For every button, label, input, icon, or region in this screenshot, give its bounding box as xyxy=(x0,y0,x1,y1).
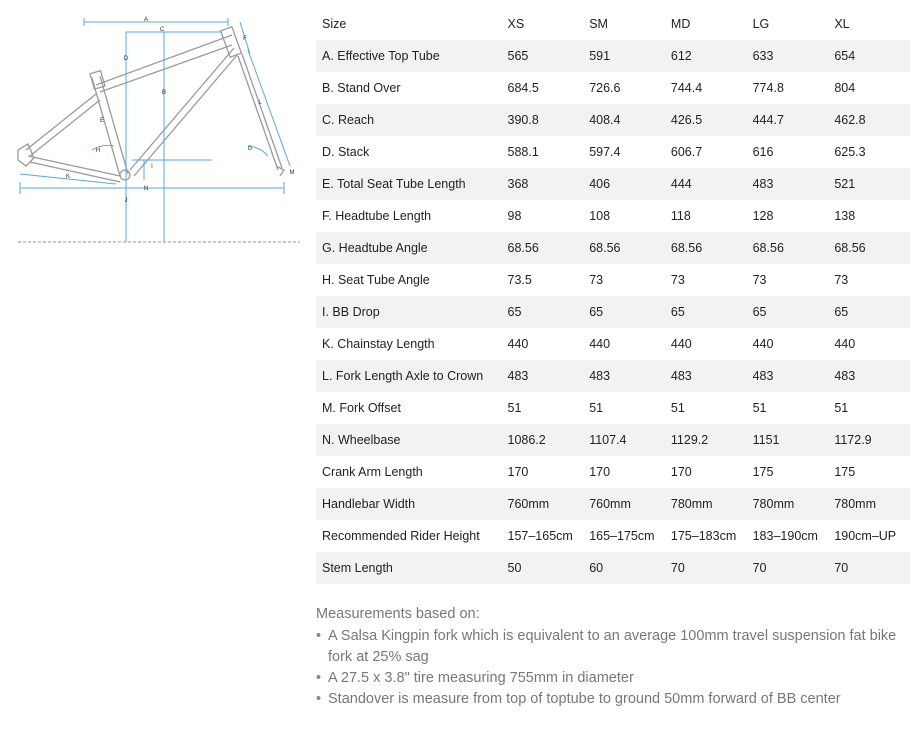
list-item: • A Salsa Kingpin fork which is equivalent to an average 100mm travel suspension fat bike fork at 25% sag xyxy=(328,626,916,668)
seat-stay-edge xyxy=(30,100,100,156)
cell-xs: 440 xyxy=(507,337,529,351)
label-l: L xyxy=(258,100,262,106)
measurement-notes xyxy=(316,604,916,710)
label-g: G xyxy=(247,146,253,152)
cell-sm: 440 xyxy=(589,337,611,351)
cell-sm: 60 xyxy=(583,552,665,584)
cell-xs: 1086.2 xyxy=(502,424,584,456)
label-k: K xyxy=(65,174,71,180)
cell-xs: 50 xyxy=(502,552,584,584)
table-row xyxy=(316,136,910,168)
cell-xl: 521 xyxy=(828,168,910,200)
cell-lg: 1151 xyxy=(747,424,829,456)
cell-xl: 804 xyxy=(834,81,856,95)
cell-lg: 444.7 xyxy=(747,104,829,136)
list-item: • A 27.5 x 3.8" tire measuring 755mm in diameter xyxy=(328,668,916,689)
frame-geometry-diagram xyxy=(12,10,304,250)
cell-xs: 368 xyxy=(502,168,584,200)
cell-sm: 483 xyxy=(583,360,665,392)
cell-sm: 65 xyxy=(583,296,665,328)
cell-xs: 483 xyxy=(502,360,584,392)
cell-lg: 70 xyxy=(747,552,829,584)
cell-md: 65 xyxy=(665,296,747,328)
table-row xyxy=(316,264,910,296)
cell-xs: 684.5 xyxy=(507,81,539,95)
table-row xyxy=(316,40,910,72)
cell-xs: 51 xyxy=(507,401,522,415)
cell-xl: 654 xyxy=(828,40,910,72)
cell-sm: 726.6 xyxy=(589,81,621,95)
chain-stay-edge xyxy=(30,162,120,182)
row-label: M. Fork Offset xyxy=(322,401,401,415)
cell-lg: 780mm xyxy=(747,488,829,520)
header-xs: XS xyxy=(507,17,525,31)
cell-lg: 483 xyxy=(747,168,829,200)
cell-md: 606.7 xyxy=(670,145,703,159)
header-lg: LG xyxy=(752,17,770,31)
header-md: MD xyxy=(670,17,691,31)
row-label: Stem Length xyxy=(316,552,502,584)
cell-md: 118 xyxy=(670,209,691,223)
label-h: H xyxy=(95,148,101,154)
dim-line-n xyxy=(20,182,284,194)
cell-xs: 760mm xyxy=(502,488,584,520)
row-label: Recommended Rider Height xyxy=(322,529,480,543)
row-label: B. Stand Over xyxy=(322,81,401,95)
cell-lg: 616 xyxy=(752,145,774,159)
table-row xyxy=(316,328,910,360)
cell-lg: 633 xyxy=(747,40,829,72)
label-e: E xyxy=(99,118,105,124)
cell-xl: 625.3 xyxy=(834,145,866,159)
row-label: Handlebar Width xyxy=(316,488,502,520)
seat-stay xyxy=(26,94,96,150)
cell-lg: 73 xyxy=(752,273,767,287)
dim-line-l xyxy=(248,50,290,166)
cell-sm: 1107.4 xyxy=(583,424,665,456)
notes-heading: Measurements based on: xyxy=(316,606,480,622)
cell-xs: 68.56 xyxy=(502,232,584,264)
cell-sm: 591 xyxy=(583,40,665,72)
cell-sm: 108 xyxy=(589,209,611,223)
cell-md: 70 xyxy=(665,552,747,584)
table-row xyxy=(316,488,910,520)
label-a: A xyxy=(143,17,149,23)
cell-sm: 408.4 xyxy=(583,104,665,136)
cell-md: 483 xyxy=(665,360,747,392)
table-row xyxy=(316,168,910,200)
notes-list xyxy=(316,626,916,710)
cell-xl: 483 xyxy=(828,360,910,392)
cell-xl: 175 xyxy=(834,465,856,479)
cell-lg: 440 xyxy=(752,337,774,351)
label-j: J xyxy=(124,198,128,204)
header-size: Size xyxy=(322,17,347,31)
chain-stay xyxy=(28,156,120,176)
cell-xl: 440 xyxy=(834,337,856,351)
cell-sm: 165–175cm xyxy=(589,529,655,543)
table-row xyxy=(316,296,910,328)
table-row xyxy=(316,360,910,392)
seat-tube-edge xyxy=(100,76,128,174)
cell-md: 444 xyxy=(665,168,747,200)
cell-xs: 390.8 xyxy=(502,104,584,136)
row-label: C. Reach xyxy=(316,104,502,136)
cell-xl: 73 xyxy=(834,273,849,287)
cell-md: 780mm xyxy=(665,488,747,520)
cell-lg: 774.8 xyxy=(752,81,784,95)
table-row xyxy=(316,552,910,584)
row-label: A. Effective Top Tube xyxy=(316,40,502,72)
seat-collar xyxy=(90,71,105,89)
cell-xl: 68.56 xyxy=(828,232,910,264)
table-row xyxy=(316,104,910,136)
cell-sm: 51 xyxy=(589,401,604,415)
row-label: L. Fork Length Axle to Crown xyxy=(316,360,502,392)
row-label: N. Wheelbase xyxy=(316,424,502,456)
dim-line-a xyxy=(84,18,228,26)
cell-xl: 462.8 xyxy=(828,104,910,136)
cell-md: 73 xyxy=(670,273,685,287)
label-f: F xyxy=(243,36,247,42)
geometry-table xyxy=(316,8,910,584)
cell-xs: 157–165cm xyxy=(507,529,573,543)
fork-blade xyxy=(238,56,278,170)
cell-md: 1129.2 xyxy=(665,424,747,456)
label-i: I xyxy=(151,164,153,170)
cell-md: 612 xyxy=(665,40,747,72)
table-row xyxy=(316,232,910,264)
seat-tube xyxy=(92,78,120,176)
list-item: • Standover is measure from top of toptube to ground 50mm forward of BB center xyxy=(328,689,916,710)
cell-md: 51 xyxy=(670,401,685,415)
table-row xyxy=(316,200,910,232)
cell-sm: 73 xyxy=(589,273,604,287)
cell-md: 170 xyxy=(670,465,692,479)
cell-md: 175–183cm xyxy=(670,529,737,543)
cell-lg: 128 xyxy=(752,209,774,223)
row-label: Crank Arm Length xyxy=(322,465,423,479)
label-d: D xyxy=(123,56,129,62)
row-label: H. Seat Tube Angle xyxy=(322,273,430,287)
table-row xyxy=(316,424,910,456)
cell-xs: 65 xyxy=(502,296,584,328)
cell-lg: 183–190cm xyxy=(752,529,818,543)
cell-md: 744.4 xyxy=(670,81,703,95)
bike-frame xyxy=(18,27,284,182)
cell-sm: 597.4 xyxy=(589,145,621,159)
cell-xl: 780mm xyxy=(828,488,910,520)
cell-lg: 51 xyxy=(752,401,767,415)
cell-xs: 73.5 xyxy=(507,273,532,287)
cell-xl: 51 xyxy=(834,401,849,415)
cell-lg: 68.56 xyxy=(747,232,829,264)
cell-xs: 588.1 xyxy=(507,145,539,159)
cell-xs: 98 xyxy=(507,209,522,223)
cell-md: 68.56 xyxy=(665,232,747,264)
row-label: F. Headtube Length xyxy=(322,209,432,223)
cell-lg: 483 xyxy=(747,360,829,392)
cell-sm: 406 xyxy=(583,168,665,200)
row-label: D. Stack xyxy=(322,145,370,159)
cell-lg: 65 xyxy=(747,296,829,328)
cell-xs: 565 xyxy=(502,40,584,72)
dimension-lines xyxy=(20,18,290,242)
row-label: I. BB Drop xyxy=(316,296,502,328)
header-sm: SM xyxy=(589,17,608,31)
label-b: B xyxy=(161,90,167,96)
row-label: E. Total Seat Tube Length xyxy=(316,168,502,200)
cell-lg: 175 xyxy=(752,465,774,479)
cell-md: 426.5 xyxy=(665,104,747,136)
cell-xl: 70 xyxy=(828,552,910,584)
cell-xl: 1172.9 xyxy=(828,424,910,456)
cell-xs: 170 xyxy=(507,465,529,479)
cell-sm: 68.56 xyxy=(583,232,665,264)
cell-md: 440 xyxy=(670,337,692,351)
header-xl: XL xyxy=(834,17,850,31)
cell-xl: 65 xyxy=(828,296,910,328)
cell-sm: 170 xyxy=(589,465,611,479)
down-tube-edge xyxy=(134,54,238,176)
table-row xyxy=(316,72,910,104)
table-row xyxy=(316,520,910,552)
label-n: N xyxy=(143,186,149,192)
label-c: C xyxy=(159,27,165,33)
table-row xyxy=(316,456,910,488)
head-tube xyxy=(221,27,242,57)
bottom-bracket xyxy=(120,170,130,180)
label-m: M xyxy=(289,170,295,176)
cell-xl: 190cm–UP xyxy=(834,529,897,543)
cell-xl: 138 xyxy=(834,209,856,223)
table-header-row xyxy=(316,8,910,40)
cell-sm: 760mm xyxy=(583,488,665,520)
row-label: K. Chainstay Length xyxy=(322,337,435,351)
table-row xyxy=(316,392,910,424)
row-label: G. Headtube Angle xyxy=(316,232,502,264)
